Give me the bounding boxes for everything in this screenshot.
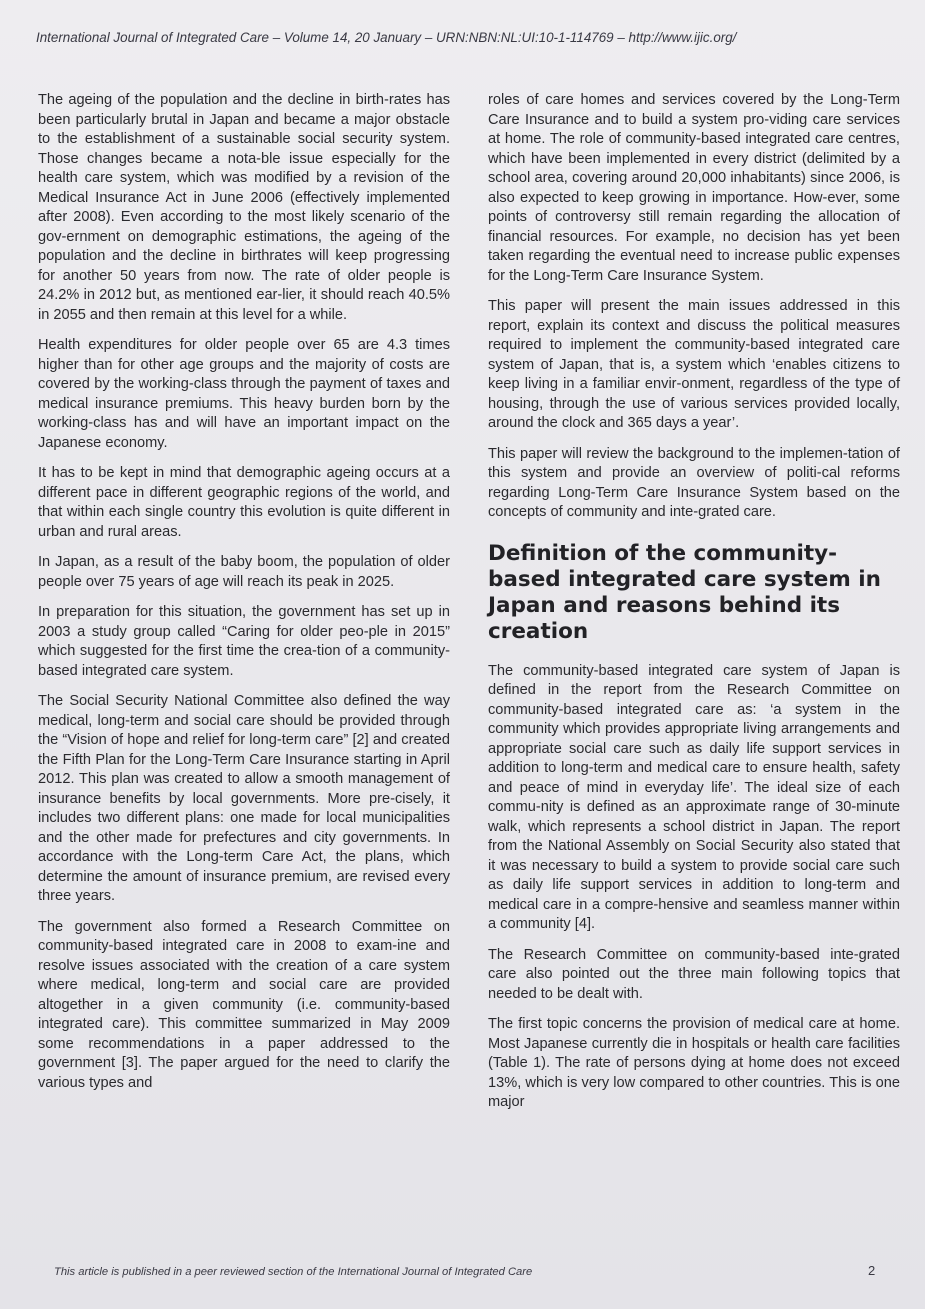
body-paragraph: This paper will present the main issues addressed in this report, explain its context and discuss the political measures required to implement the community-based integrated care system of Japan, that is, a system which ‘enables citizens to keep living in a familiar envir-onment, regardless of the type of housing, through the use of various services provided locally, around the clock and 365 days a year’. <box>488 298 900 431</box>
body-paragraph: The government also formed a Research Committee on community-based integrated care in 2008 to exam-ine and resolve issues associated with the creation of a care system where medical, long-term and social care are provided altogether in a given community (i.e. community-based integrated care). This committee summarized in May 2009 some recommendations in a paper addressed to the government [3]. The paper argued for the need to clarify the various types and <box>38 918 450 1091</box>
left-column <box>38 91 450 1104</box>
body-paragraph: The ageing of the population and the decline in birth-rates has been particularly brutal in Japan and became a major obstacle to the establishment of a sustainable social security system. Those changes became a nota-ble issue especially for the health care system, which was modified by a revision of the Medical Insurance Act in June 2006 (effectively implemented after 2008). Even according to the most likely scenario of the gov-ernment on demographic estimations, the ageing of the population and the decline in birthrates will keep progressing for another 50 years from now. The rate of older people is 24.2% in 2012 but, as mentioned ear-lier, it should reach 40.5% in 2055 and then remain at this level for a while. <box>38 92 450 323</box>
body-paragraph: In Japan, as a result of the baby boom, the population of older people over 75 years of age will reach its peak in 2025. <box>38 554 450 590</box>
body-paragraph: In preparation for this situation, the government has set up in 2003 a study group called “Caring for older peo-ple in 2015” which suggested for the first time the crea-tion of a community-based integrated care system. <box>38 604 450 679</box>
right-column <box>488 91 900 1124</box>
body-paragraph: The first topic concerns the provision of medical care at home. Most Japanese currently die in hospitals or health care facilities (Table 1). The rate of persons dying at home does not exceed 13%, which is very low compared to other countries. This is one major <box>488 1016 900 1110</box>
body-paragraph: The Research Committee on community-based inte-grated care also pointed out the three main following topics that needed to be dealt with. <box>488 946 900 1002</box>
body-paragraph: roles of care homes and services covered by the Long-Term Care Insurance and to build a system pro-viding care services at home. The role of community-based integrated care centres, which have been implemented in every district (delimited by a school area, covering around 20,000 inhabitants) since 2006, is also expected to keep growing in importance. How-ever, some points of controversy still remain regarding the allocation of financial resources. For example, no decision has yet been taken regarding the eventual need to increase public expenses for the Long-Term Care Insurance System. <box>488 92 900 284</box>
body-paragraph: The community-based integrated care system of Japan is defined in the report from the Research Committee on community-based integrated care as: ‘a system in the community which provides appropriate living arrangements and appropriate social care such as daily life support services in addition to long-term and medical care to ensure health, safety and peace of mind in everyday life’. The ideal size of each commu-nity is defined as an approximate range of 30-minute walk, which represents a school district in Japan. The report from the National Assembly on Social Security also stated that it was necessary to build a system to provide social care such as daily life support services in addition to long-term and medical care in a compre-hensive and seamless manner within a community [4]. <box>488 662 900 932</box>
page-number: 2 <box>868 1263 876 1278</box>
body-paragraph: It has to be kept in mind that demographic ageing occurs at a different pace in different geographic regions of the world, and that within each single country this evolution is quite different in urban and rural areas. <box>38 465 450 540</box>
body-paragraph: This paper will review the background to the implemen-tation of this system and provide an overview of politi-cal reforms regarding Long-Term Care Insurance System based on the concepts of community and inte-grated care. <box>488 445 900 520</box>
running-header: International Journal of Integrated Care – Volume 14, 20 January – URN:NBN:NL:UI:10-1-114769 – http://www.ijic.org/ <box>36 30 737 45</box>
body-paragraph: Health expenditures for older people over 65 are 4.3 times higher than for other age groups and the majority of costs are covered by the working-class through the payment of taxes and medical insurance premiums. This heavy burden born by the working-class has and will have an important impact on the Japanese economy. <box>38 337 450 451</box>
body-paragraph: The Social Security National Committee also defined the way medical, long-term and social care should be provided through the “Vision of hope and relief for long-term care” [2] and created the Fifth Plan for the Long-Term Care Insurance starting in April 2012. This plan was created to allow a smooth management of insurance benefits by local governments. More pre-cisely, it includes two different plans: one made for local municipalities and the other made for prefectures and city governments. In accordance with the Long-term Care Act, the plans, which determine the amount of insurance premium, are revised every three years. <box>38 693 450 904</box>
section-heading: Definition of the community-based integrated care system in Japan and reasons behind its creation <box>488 540 881 644</box>
footer-note: This article is published in a peer reviewed section of the International Journal of Integrated Care <box>54 1266 533 1278</box>
